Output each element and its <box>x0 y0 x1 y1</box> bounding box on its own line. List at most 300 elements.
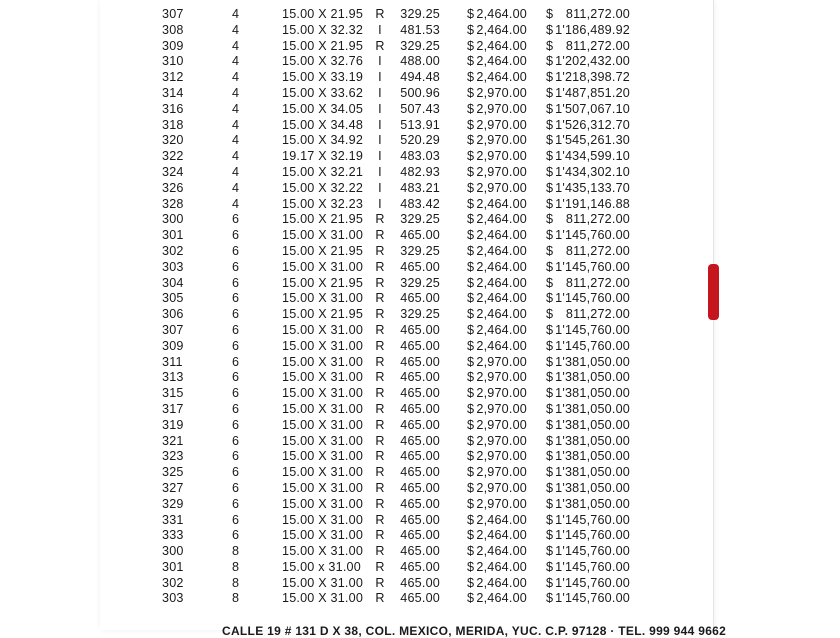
lot-type-cell: R <box>375 228 385 243</box>
table-row <box>0 323 840 339</box>
dimensions-cell: 15.00 X 31.00 <box>282 401 364 416</box>
area-cell: 329.25 <box>400 275 440 290</box>
block-cell: 4 <box>232 54 240 69</box>
lot-type-cell: R <box>375 38 385 53</box>
currency-symbol: $ <box>546 7 554 21</box>
amount: 1'381,050.00 <box>555 386 630 401</box>
lot-type-cell: I <box>378 133 382 148</box>
block-cell: 6 <box>232 386 240 401</box>
lot-type-cell: I <box>378 70 382 85</box>
amount: 2,970.00 <box>476 85 527 100</box>
lot-number-cell: 307 <box>162 7 184 21</box>
amount: 811,272.00 <box>565 307 630 322</box>
lot-number-cell: 317 <box>162 401 184 416</box>
amount: 2,970.00 <box>476 133 527 148</box>
table-row <box>0 7 840 23</box>
block-cell: 6 <box>232 338 240 353</box>
currency-symbol: $ <box>467 386 475 401</box>
currency-symbol: $ <box>546 417 554 432</box>
amount: 2,970.00 <box>476 386 527 401</box>
currency-symbol: $ <box>546 164 554 179</box>
area-cell: 329.25 <box>400 7 440 21</box>
dimensions-cell: 15.00 X 21.95 <box>282 212 364 227</box>
area-cell: 465.00 <box>400 370 440 385</box>
table-row <box>0 465 840 481</box>
lot-type-cell: R <box>375 433 385 448</box>
lot-number-cell: 305 <box>162 291 184 306</box>
block-cell: 6 <box>232 433 240 448</box>
table-row <box>0 118 840 134</box>
amount: 1'145,760.00 <box>555 291 630 306</box>
area-cell: 465.00 <box>400 401 440 416</box>
currency-symbol: $ <box>467 85 475 100</box>
currency-symbol: $ <box>546 228 554 243</box>
dimensions-cell: 15.00 X 31.00 <box>282 465 364 480</box>
lot-number-cell: 316 <box>162 101 184 116</box>
lot-type-cell: R <box>375 370 385 385</box>
lot-type-cell: I <box>378 164 382 179</box>
currency-symbol: $ <box>467 196 475 211</box>
amount: 2,464.00 <box>476 196 527 211</box>
lot-number-cell: 309 <box>162 38 184 53</box>
amount: 1'487,851.20 <box>555 85 630 100</box>
amount: 2,970.00 <box>476 480 527 495</box>
table-row <box>0 39 840 55</box>
amount: 2,970.00 <box>476 465 527 480</box>
currency-symbol: $ <box>467 54 475 69</box>
lot-type-cell: I <box>378 149 382 164</box>
block-cell: 6 <box>232 259 240 274</box>
area-cell: 465.00 <box>400 575 440 590</box>
dimensions-cell: 15.00 X 34.92 <box>282 133 364 148</box>
currency-symbol: $ <box>546 496 554 511</box>
scrollbar-thumb[interactable] <box>708 264 719 320</box>
lot-number-cell: 314 <box>162 85 184 100</box>
amount: 2,464.00 <box>476 228 527 243</box>
amount: 1'145,760.00 <box>555 544 630 559</box>
currency-symbol: $ <box>467 243 475 258</box>
dimensions-cell: 15.00 X 32.21 <box>282 164 364 179</box>
currency-symbol: $ <box>467 180 475 195</box>
amount: 1'435,133.70 <box>555 180 630 195</box>
lot-type-cell: R <box>375 212 385 227</box>
currency-symbol: $ <box>546 196 554 211</box>
table-row <box>0 165 840 181</box>
lot-type-cell: R <box>375 401 385 416</box>
amount: 1'381,050.00 <box>555 433 630 448</box>
block-cell: 6 <box>232 243 240 258</box>
currency-symbol: $ <box>546 101 554 116</box>
currency-symbol: $ <box>546 544 554 559</box>
amount: 1'434,599.10 <box>555 149 630 164</box>
lot-number-cell: 315 <box>162 386 184 401</box>
amount: 1'191,146.88 <box>555 196 630 211</box>
currency-symbol: $ <box>467 417 475 432</box>
currency-symbol: $ <box>467 528 475 543</box>
amount: 1'186,489.92 <box>555 22 630 37</box>
area-cell: 520.29 <box>400 133 440 148</box>
table-row <box>0 528 840 544</box>
currency-symbol: $ <box>467 275 475 290</box>
amount: 1'381,050.00 <box>555 354 630 369</box>
amount: 1'145,760.00 <box>555 559 630 574</box>
lot-number-cell: 308 <box>162 22 184 37</box>
lot-type-cell: R <box>375 575 385 590</box>
lot-number-cell: 301 <box>162 228 184 243</box>
dimensions-cell: 15.00 X 31.00 <box>282 322 364 337</box>
lot-type-cell: R <box>375 512 385 527</box>
lot-type-cell: R <box>375 559 385 574</box>
amount: 1'145,760.00 <box>555 322 630 337</box>
amount: 2,970.00 <box>476 354 527 369</box>
amount: 2,464.00 <box>476 22 527 37</box>
currency-symbol: $ <box>467 496 475 511</box>
area-cell: 488.00 <box>400 54 440 69</box>
dimensions-cell: 15.00 X 31.00 <box>282 591 364 606</box>
amount: 1'526,312.70 <box>555 117 630 132</box>
lot-number-cell: 320 <box>162 133 184 148</box>
currency-symbol: $ <box>467 259 475 274</box>
currency-symbol: $ <box>546 575 554 590</box>
block-cell: 6 <box>232 401 240 416</box>
dimensions-cell: 15.00 X 31.00 <box>282 386 364 401</box>
dimensions-cell: 15.00 X 31.00 <box>282 496 364 511</box>
lot-number-cell: 324 <box>162 164 184 179</box>
amount: 811,272.00 <box>565 212 630 227</box>
block-cell: 4 <box>232 70 240 85</box>
lot-number-cell: 301 <box>162 559 184 574</box>
lot-type-cell: I <box>378 180 382 195</box>
block-cell: 8 <box>232 575 240 590</box>
table-row <box>0 497 840 513</box>
currency-symbol: $ <box>546 291 554 306</box>
lot-type-cell: R <box>375 275 385 290</box>
table-row <box>0 212 840 228</box>
currency-symbol: $ <box>546 54 554 69</box>
area-cell: 483.21 <box>400 180 440 195</box>
area-cell: 329.25 <box>400 212 440 227</box>
dimensions-cell: 15.00 X 21.95 <box>282 38 364 53</box>
amount: 1'381,050.00 <box>555 480 630 495</box>
dimensions-cell: 15.00 X 31.00 <box>282 354 364 369</box>
currency-symbol: $ <box>546 180 554 195</box>
amount: 2,970.00 <box>476 370 527 385</box>
currency-symbol: $ <box>546 386 554 401</box>
table-row <box>0 544 840 560</box>
amount: 1'145,760.00 <box>555 259 630 274</box>
area-cell: 465.00 <box>400 559 440 574</box>
currency-symbol: $ <box>546 22 554 37</box>
area-cell: 329.25 <box>400 38 440 53</box>
lot-number-cell: 306 <box>162 307 184 322</box>
dimensions-cell: 15.00 X 31.00 <box>282 449 364 464</box>
area-cell: 465.00 <box>400 291 440 306</box>
lot-number-cell: 329 <box>162 496 184 511</box>
block-cell: 6 <box>232 480 240 495</box>
dimensions-cell: 15.00 X 31.00 <box>282 259 364 274</box>
lot-number-cell: 318 <box>162 117 184 132</box>
dimensions-cell: 15.00 X 31.00 <box>282 480 364 495</box>
table-row <box>0 339 840 355</box>
block-cell: 8 <box>232 544 240 559</box>
lot-type-cell: R <box>375 386 385 401</box>
table-row <box>0 481 840 497</box>
area-cell: 465.00 <box>400 528 440 543</box>
currency-symbol: $ <box>546 465 554 480</box>
table-row <box>0 70 840 86</box>
amount: 2,464.00 <box>476 275 527 290</box>
table-row <box>0 181 840 197</box>
block-cell: 6 <box>232 354 240 369</box>
amount: 1'381,050.00 <box>555 449 630 464</box>
lot-number-cell: 302 <box>162 575 184 590</box>
currency-symbol: $ <box>467 101 475 116</box>
lot-type-cell: R <box>375 480 385 495</box>
dimensions-cell: 15.00 X 21.95 <box>282 7 364 21</box>
block-cell: 4 <box>232 38 240 53</box>
dimensions-cell: 19.17 X 32.19 <box>282 149 364 164</box>
table-row <box>0 434 840 450</box>
amount: 1'145,760.00 <box>555 591 630 606</box>
block-cell: 8 <box>232 591 240 606</box>
dimensions-cell: 15.00 X 21.95 <box>282 275 364 290</box>
area-cell: 465.00 <box>400 417 440 432</box>
amount: 1'145,760.00 <box>555 528 630 543</box>
table-row <box>0 355 840 371</box>
lot-type-cell: R <box>375 243 385 258</box>
area-cell: 465.00 <box>400 465 440 480</box>
block-cell: 6 <box>232 212 240 227</box>
lot-type-cell: R <box>375 354 385 369</box>
amount: 2,970.00 <box>476 449 527 464</box>
table-row <box>0 386 840 402</box>
lot-type-cell: R <box>375 259 385 274</box>
lot-number-cell: 300 <box>162 212 184 227</box>
currency-symbol: $ <box>546 307 554 322</box>
area-cell: 494.48 <box>400 70 440 85</box>
amount: 811,272.00 <box>565 243 630 258</box>
currency-symbol: $ <box>546 275 554 290</box>
amount: 2,464.00 <box>476 7 527 21</box>
dimensions-cell: 15.00 X 32.32 <box>282 22 364 37</box>
lot-number-cell: 333 <box>162 528 184 543</box>
dimensions-cell: 15.00 X 31.00 <box>282 433 364 448</box>
currency-symbol: $ <box>467 433 475 448</box>
dimensions-cell: 15.00 X 34.05 <box>282 101 364 116</box>
area-cell: 507.43 <box>400 101 440 116</box>
area-cell: 513.91 <box>400 117 440 132</box>
currency-symbol: $ <box>467 228 475 243</box>
lot-type-cell: I <box>378 196 382 211</box>
dimensions-cell: 15.00 X 21.95 <box>282 307 364 322</box>
area-cell: 465.00 <box>400 338 440 353</box>
currency-symbol: $ <box>546 38 554 53</box>
block-cell: 6 <box>232 528 240 543</box>
amount: 2,464.00 <box>476 259 527 274</box>
currency-symbol: $ <box>546 370 554 385</box>
currency-symbol: $ <box>546 212 554 227</box>
currency-symbol: $ <box>546 354 554 369</box>
table-row <box>0 228 840 244</box>
currency-symbol: $ <box>467 544 475 559</box>
lot-number-cell: 326 <box>162 180 184 195</box>
currency-symbol: $ <box>546 480 554 495</box>
lot-type-cell: I <box>378 101 382 116</box>
block-cell: 4 <box>232 196 240 211</box>
lot-number-cell: 323 <box>162 449 184 464</box>
table-row <box>0 418 840 434</box>
area-cell: 500.96 <box>400 85 440 100</box>
amount: 811,272.00 <box>565 7 630 21</box>
block-cell: 4 <box>232 117 240 132</box>
lot-type-cell: I <box>378 85 382 100</box>
currency-symbol: $ <box>467 354 475 369</box>
currency-symbol: $ <box>467 465 475 480</box>
amount: 2,970.00 <box>476 417 527 432</box>
dimensions-cell: 15.00 X 31.00 <box>282 512 364 527</box>
amount: 2,464.00 <box>476 338 527 353</box>
table-row <box>0 86 840 102</box>
dimensions-cell: 15.00 X 31.00 <box>282 370 364 385</box>
area-cell: 329.25 <box>400 243 440 258</box>
area-cell: 483.03 <box>400 149 440 164</box>
lot-type-cell: R <box>375 496 385 511</box>
amount: 1'145,760.00 <box>555 575 630 590</box>
lot-number-cell: 325 <box>162 465 184 480</box>
area-cell: 465.00 <box>400 544 440 559</box>
currency-symbol: $ <box>467 449 475 464</box>
lot-number-cell: 321 <box>162 433 184 448</box>
block-cell: 4 <box>232 22 240 37</box>
table-row <box>0 513 840 529</box>
lot-type-cell: I <box>378 117 382 132</box>
lot-type-cell: I <box>378 22 382 37</box>
area-cell: 465.00 <box>400 228 440 243</box>
table-row <box>0 560 840 576</box>
amount: 1'381,050.00 <box>555 496 630 511</box>
amount: 1'145,760.00 <box>555 228 630 243</box>
area-cell: 465.00 <box>400 449 440 464</box>
amount: 2,464.00 <box>476 528 527 543</box>
table-row <box>0 449 840 465</box>
currency-symbol: $ <box>467 212 475 227</box>
currency-symbol: $ <box>467 559 475 574</box>
amount: 2,970.00 <box>476 164 527 179</box>
amount: 1'145,760.00 <box>555 512 630 527</box>
table-row <box>0 23 840 39</box>
currency-symbol: $ <box>546 322 554 337</box>
dimensions-cell: 15.00 X 31.00 <box>282 417 364 432</box>
block-cell: 6 <box>232 465 240 480</box>
dimensions-cell: 15.00 X 31.00 <box>282 544 364 559</box>
footer-address: CALLE 19 # 131 D X 38, COL. MEXICO, MERIDA, YUC. C.P. 97128 · TEL. 999 944 9662 <box>222 624 727 638</box>
area-cell: 329.25 <box>400 307 440 322</box>
amount: 811,272.00 <box>565 38 630 53</box>
block-cell: 4 <box>232 133 240 148</box>
amount: 2,464.00 <box>476 559 527 574</box>
lot-number-cell: 302 <box>162 243 184 258</box>
currency-symbol: $ <box>467 480 475 495</box>
lot-type-cell: R <box>375 449 385 464</box>
amount: 2,464.00 <box>476 243 527 258</box>
block-cell: 8 <box>232 559 240 574</box>
currency-symbol: $ <box>467 401 475 416</box>
lot-type-cell: R <box>375 591 385 606</box>
amount: 2,970.00 <box>476 496 527 511</box>
dimensions-cell: 15.00 x 31.00 <box>282 559 361 574</box>
currency-symbol: $ <box>467 149 475 164</box>
amount: 2,464.00 <box>476 38 527 53</box>
lot-number-cell: 310 <box>162 54 184 69</box>
amount: 1'381,050.00 <box>555 465 630 480</box>
lot-type-cell: R <box>375 322 385 337</box>
block-cell: 6 <box>232 512 240 527</box>
amount: 1'434,302.10 <box>555 164 630 179</box>
lot-number-cell: 328 <box>162 196 184 211</box>
dimensions-cell: 15.00 X 33.19 <box>282 70 364 85</box>
lot-number-cell: 327 <box>162 480 184 495</box>
currency-symbol: $ <box>546 149 554 164</box>
currency-symbol: $ <box>467 575 475 590</box>
lot-type-cell: R <box>375 417 385 432</box>
currency-symbol: $ <box>467 370 475 385</box>
lot-type-cell: R <box>375 7 385 21</box>
area-cell: 465.00 <box>400 512 440 527</box>
table-row <box>0 244 840 260</box>
block-cell: 4 <box>232 149 240 164</box>
dimensions-cell: 15.00 X 31.00 <box>282 575 364 590</box>
amount: 2,970.00 <box>476 433 527 448</box>
currency-symbol: $ <box>546 117 554 132</box>
block-cell: 4 <box>232 164 240 179</box>
amount: 1'145,760.00 <box>555 338 630 353</box>
currency-symbol: $ <box>546 559 554 574</box>
currency-symbol: $ <box>467 38 475 53</box>
amount: 2,464.00 <box>476 322 527 337</box>
currency-symbol: $ <box>546 243 554 258</box>
amount: 1'381,050.00 <box>555 370 630 385</box>
dimensions-cell: 15.00 X 31.00 <box>282 528 364 543</box>
lot-number-cell: 303 <box>162 259 184 274</box>
amount: 2,464.00 <box>476 575 527 590</box>
currency-symbol: $ <box>546 449 554 464</box>
lot-number-cell: 307 <box>162 322 184 337</box>
dimensions-cell: 15.00 X 34.48 <box>282 117 364 132</box>
amount: 2,970.00 <box>476 180 527 195</box>
lot-number-cell: 309 <box>162 338 184 353</box>
table-row <box>0 402 840 418</box>
lot-type-cell: R <box>375 544 385 559</box>
currency-symbol: $ <box>467 512 475 527</box>
amount: 1'545,261.30 <box>555 133 630 148</box>
block-cell: 6 <box>232 307 240 322</box>
dimensions-cell: 15.00 X 31.00 <box>282 338 364 353</box>
dimensions-cell: 15.00 X 31.00 <box>282 291 364 306</box>
lot-number-cell: 331 <box>162 512 184 527</box>
table-row <box>0 102 840 118</box>
area-cell: 465.00 <box>400 591 440 606</box>
currency-symbol: $ <box>546 528 554 543</box>
lot-type-cell: I <box>378 54 382 69</box>
area-cell: 465.00 <box>400 259 440 274</box>
amount: 2,970.00 <box>476 101 527 116</box>
amount: 2,464.00 <box>476 70 527 85</box>
amount: 2,464.00 <box>476 591 527 606</box>
lot-type-cell: R <box>375 291 385 306</box>
table-row <box>0 370 840 386</box>
block-cell: 6 <box>232 449 240 464</box>
currency-symbol: $ <box>467 7 475 21</box>
